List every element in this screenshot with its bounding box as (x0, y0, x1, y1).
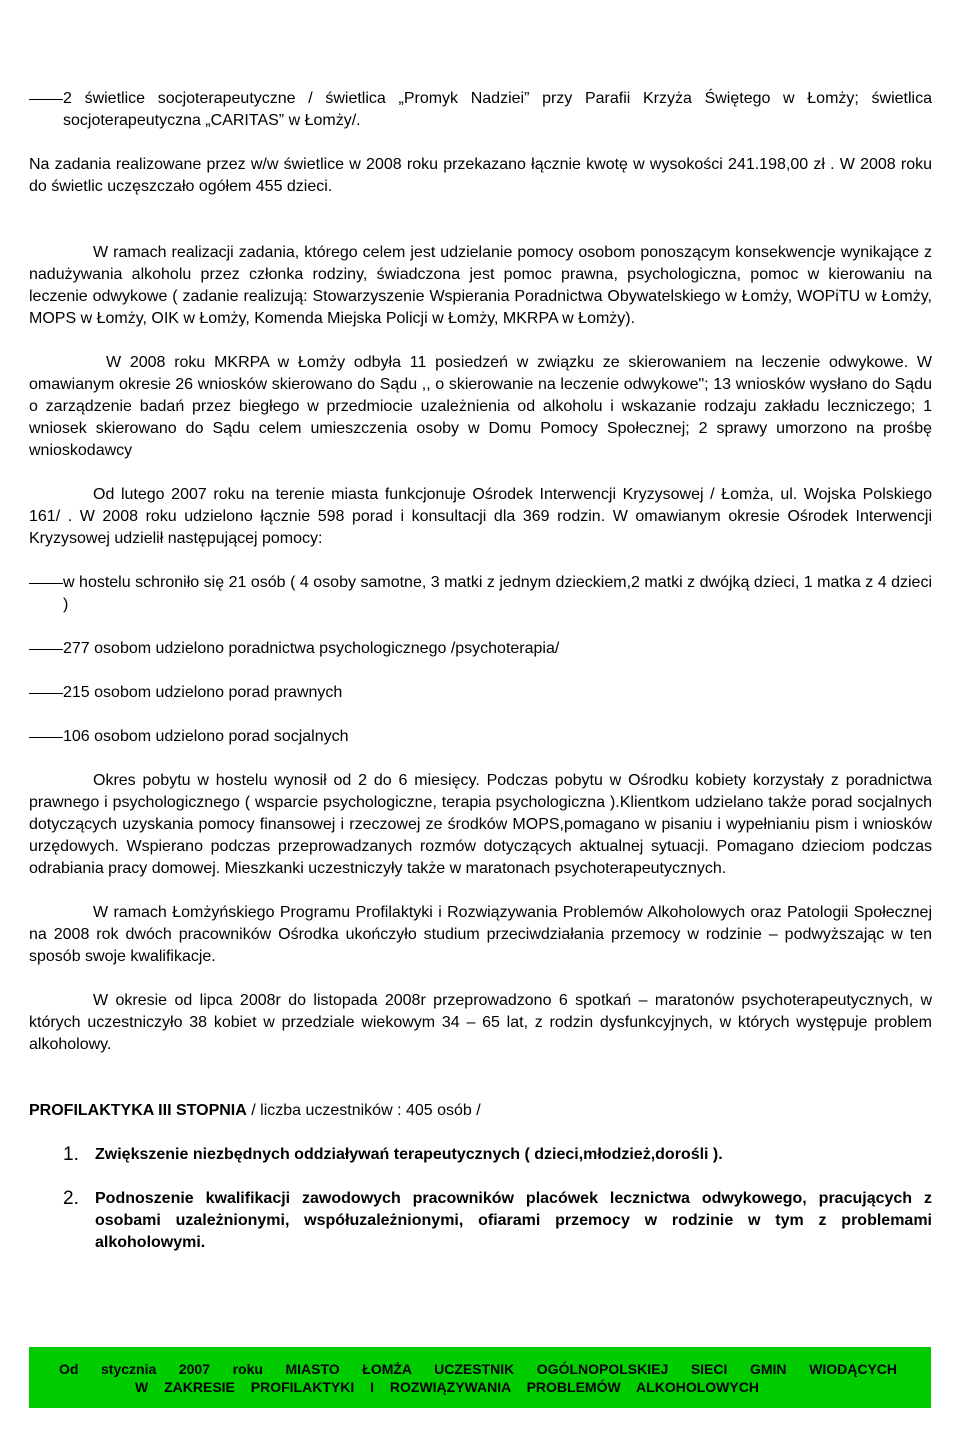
bullet-item (29, 682, 932, 704)
banner-line-1: Od stycznia 2007 roku MIASTO ŁOMŻA UCZESTNIK OGÓLNOPOLSKIEJ SIECI GMIN WIODĄCYCH (59, 1360, 897, 1377)
paragraph-hostel: Okres pobytu w hostelu wynosił od 2 do 6 miesięcy. Podczas pobytu w Ośrodku kobiety korzystały z poradnictwa prawnego i psychologicznego ( wsparcie psychologiczne, terapia psychologiczna ).Klientkom udzielano także porad socjalnych dotyczących uzyskania pomocy finansowej i rzeczowej ze środków MOPS,pomagano w pisaniu i wypełnianiu pism i wniosków urzędowych. Wspierano podczas przeprowadzanych rozmów dotyczących aktualnej sytuacji. Pomagano dzieciom podczas odrabiania pracy domowej. Mieszkanki uczestniczyły także w maratonach psychoterapeutycznych. (29, 772, 932, 877)
paragraph-marathons: W okresie od lipca 2008r do listopada 2008r przeprowadzono 6 spotkań – maratonów psychoterapeutycznych, w których uczestniczyło 38 kobiet w przedziale wiekowym 34 – 65 lat, z rodzin dysfunkcyjnych, w których występuje problem alkoholowy. (29, 992, 932, 1053)
item-number: 2. (63, 1188, 79, 1209)
bullet-item (29, 572, 932, 616)
paragraph-mkrpa: W 2008 roku MKRPA w Łomży odbyła 11 posiedzeń w związku ze skierowaniem na leczenie odwykowe. W omawianym okresie 26 wniosków skierowano do Sądu ,, o skierowanie na leczenie odwykowe"; 13 wniosków wysłano do Sądu o zarządzenie badań przez biegłego w przedmiocie uzależnienia od alkoholu i wskazanie rodzaju zakładu leczniczego; 1 wniosek skierowano do Sądu celem umieszczenia osoby w Domu Pomocy Społecznej; 2 sprawy umorzono na prośbę wnioskodawcy (29, 354, 932, 459)
dash-marker (29, 693, 63, 694)
paragraph-legal-help: W ramach realizacji zadania, którego celem jest udzielanie pomocy osobom ponoszącym konsekwencje wynikające z nadużywania alkoholu przez członka rodziny, świadczona jest pomoc prawna, psychologiczna, pomoc w kierowaniu na leczenie odwykowe ( zadanie realizują: Stowarzyszenie Wspierania Poradnictwa Obywatelskiego w Łomży, WOPiTU w Łomży, MOPS w Łomży, OIK w Łomży, Komenda Miejska Policji w Łomży, MKRPA w Łomży). (29, 244, 932, 327)
dash-marker (29, 99, 63, 100)
green-banner (29, 1347, 931, 1408)
bullet-text: 106 osobom udzielono porad socjalnych (63, 728, 349, 745)
numbered-item (63, 1188, 932, 1254)
dash-marker (29, 737, 63, 738)
bullet-text: 277 osobom udzielono poradnictwa psychologicznego /psychoterapia/ (63, 640, 560, 657)
bullet-item (29, 726, 932, 748)
bullet-item (29, 638, 932, 660)
bullet-text: 215 osobom udzielono porad prawnych (63, 684, 343, 701)
bullet-text: 2 świetlice socjoterapeutyczne / świetlica „Promyk Nadziei” przy Parafii Krzyża Świętego w Łomży; świetlica socjoterapeutyczna „CARITAS” w Łomży/. (63, 90, 932, 129)
paragraph-oik: Od lutego 2007 roku na terenie miasta funkcjonuje Ośrodek Interwencji Kryzysowej / Łomża, ul. Wojska Polskiego 161/ . W 2008 roku udzielono łącznie 598 porad i konsultacji dla 369 rodzin. W omawianym okresie Ośrodek Interwencji Kryzysowej udzielił następującej pomocy: (29, 486, 932, 547)
bullet-text: w hostelu schroniło się 21 osób ( 4 osoby samotne, 3 matki z jednym dzieckiem,2 matki z dwójką dzieci, 1 matka z 4 dzieci ) (63, 574, 932, 613)
section-heading (29, 1100, 932, 1122)
item-text: Zwiększenie niezbędnych oddziaływań terapeutycznych ( dzieci,młodzież,dorośli ). (95, 1146, 723, 1163)
bullet-item (29, 88, 932, 132)
item-text: Podnoszenie kwalifikacji zawodowych pracowników placówek lecznictwa odwykowego, pracujących z osobami uzależnionymi, współuzależnionymi, ofiarami przemocy w rodzinie w tym z problemami alkoholowymi. (95, 1190, 932, 1251)
dash-marker (29, 649, 63, 650)
document-body (29, 88, 932, 1254)
paragraph-program: W ramach Łomżyńskiego Programu Profilaktyki i Rozwiązywania Problemów Alkoholowych oraz Patologii Społecznej na 2008 rok dwóch pracowników Ośrodka ukończyło studium przeciwdziałania przemocy w rodzinie – podwyższając w ten sposób swoje kwalifikacje. (29, 904, 932, 965)
section-heading-rest: / liczba uczestników : 405 osób / (246, 1102, 481, 1119)
dash-marker (29, 583, 63, 584)
paragraph-funding: Na zadania realizowane przez w/w świetlice w 2008 roku przekazano łącznie kwotę w wysokości 241.198,00 zł . W 2008 roku do świetlic uczęszczało ogółem 455 dzieci. (29, 156, 932, 195)
section-heading-bold: PROFILAKTYKA III STOPNIA (29, 1102, 247, 1119)
banner-line-2: W ZAKRESIE PROFILAKTYKI I ROZWIĄZYWANIA PROBLEMÓW ALKOHOLOWYCH (135, 1378, 759, 1395)
item-number: 1. (63, 1144, 79, 1165)
numbered-item (63, 1144, 932, 1166)
